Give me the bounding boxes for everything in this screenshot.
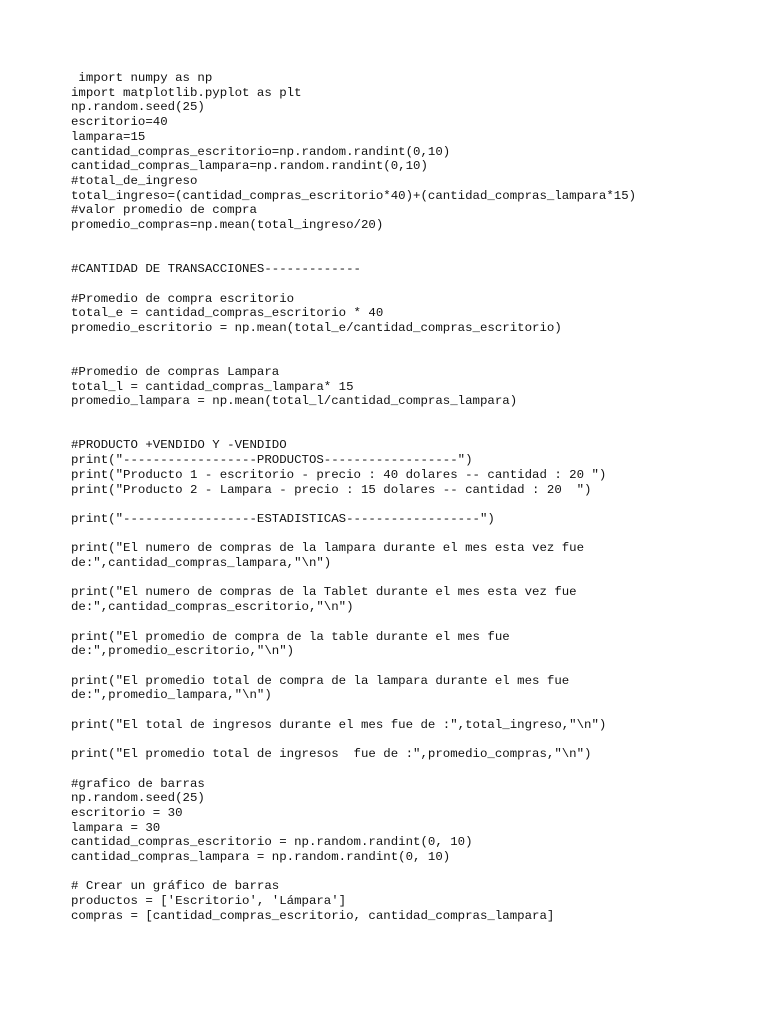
code-line: print("El promedio de compra de la table durante el mes fue: [71, 629, 510, 644]
code-line: [71, 527, 636, 542]
code-line: [71, 247, 636, 262]
code-line: print("El promedio total de compra de la lampara durante el mes fue: [71, 673, 570, 688]
code-line: #Promedio de compra escritorio: [71, 291, 295, 306]
code-line: [71, 409, 636, 424]
code-line: #grafico de barras: [71, 776, 205, 791]
code-line: import matplotlib.pyplot as plt: [71, 85, 302, 100]
code-line: np.random.seed(25): [71, 791, 205, 806]
code-line: print("El total de ingresos durante el mes fue de :",total_ingreso,"\n"): [71, 717, 607, 732]
code-listing: [71, 71, 636, 924]
code-line: print("------------------ESTADISTICAS------------------"): [71, 511, 495, 526]
code-line: print("------------------PRODUCTOS------------------"): [71, 453, 473, 468]
code-line: lampara = 30: [71, 820, 161, 835]
code-line: [71, 659, 636, 674]
code-line: # Crear un gráfico de barras: [71, 879, 280, 894]
code-line: [71, 336, 636, 351]
code-line: escritorio=40: [71, 115, 168, 130]
code-line: print("Producto 1 - escritorio - precio : 40 dolares -- cantidad : 20 "): [71, 467, 607, 482]
code-line: [71, 350, 636, 365]
code-line: [71, 233, 636, 248]
code-line: de:",promedio_escritorio,"\n"): [71, 644, 295, 659]
code-line: [71, 762, 636, 777]
code-line: de:",cantidad_compras_escritorio,"\n"): [71, 600, 354, 615]
code-line: [71, 865, 636, 880]
code-line: print("El promedio total de ingresos fue de :",promedio_compras,"\n"): [71, 747, 592, 762]
code-line: promedio_lampara = np.mean(total_l/cantidad_compras_lampara): [71, 394, 518, 409]
code-line: import numpy as np: [71, 71, 213, 85]
code-line: #Promedio de compras Lampara: [71, 364, 280, 379]
code-line: cantidad_compras_escritorio = np.random.randint(0, 10): [71, 835, 473, 850]
code-line: print("El numero de compras de la Tablet durante el mes esta vez fue: [71, 585, 577, 600]
code-line: total_e = cantidad_compras_escritorio * 40: [71, 306, 384, 321]
code-line: print("El numero de compras de la lampara durante el mes esta vez fue: [71, 541, 585, 556]
code-line: de:",promedio_lampara,"\n"): [71, 688, 272, 703]
code-line: cantidad_compras_lampara=np.random.randint(0,10): [71, 159, 428, 174]
code-line: cantidad_compras_escritorio=np.random.randint(0,10): [71, 144, 451, 159]
code-line: [71, 732, 636, 747]
code-line: cantidad_compras_lampara = np.random.randint(0, 10): [71, 850, 451, 865]
code-line: promedio_compras=np.mean(total_ingreso/20): [71, 218, 384, 233]
code-line: [71, 497, 636, 512]
code-line: escritorio = 30: [71, 805, 183, 820]
code-line: [71, 703, 636, 718]
code-line: np.random.seed(25): [71, 100, 205, 115]
code-line: lampara=15: [71, 129, 146, 144]
code-line: [71, 277, 636, 292]
code-line: productos = ['Escritorio', 'Lámpara']: [71, 894, 347, 909]
code-line: #PRODUCTO +VENDIDO Y -VENDIDO: [71, 438, 287, 453]
code-line: compras = [cantidad_compras_escritorio, cantidad_compras_lampara]: [71, 908, 555, 923]
code-line: #total_de_ingreso: [71, 173, 198, 188]
code-line: total_ingreso=(cantidad_compras_escritorio*40)+(cantidad_compras_lampara*15): [71, 188, 637, 203]
code-line: print("Producto 2 - Lampara - precio : 15 dolares -- cantidad : 20 "): [71, 482, 592, 497]
code-line: promedio_escritorio = np.mean(total_e/cantidad_compras_escritorio): [71, 320, 562, 335]
code-line: #valor promedio de compra: [71, 203, 257, 218]
code-line: [71, 424, 636, 439]
code-line: [71, 571, 636, 586]
code-line: [71, 615, 636, 630]
code-line: de:",cantidad_compras_lampara,"\n"): [71, 556, 332, 571]
code-line: total_l = cantidad_compras_lampara* 15: [71, 379, 354, 394]
code-line: #CANTIDAD DE TRANSACCIONES-------------: [71, 262, 361, 277]
